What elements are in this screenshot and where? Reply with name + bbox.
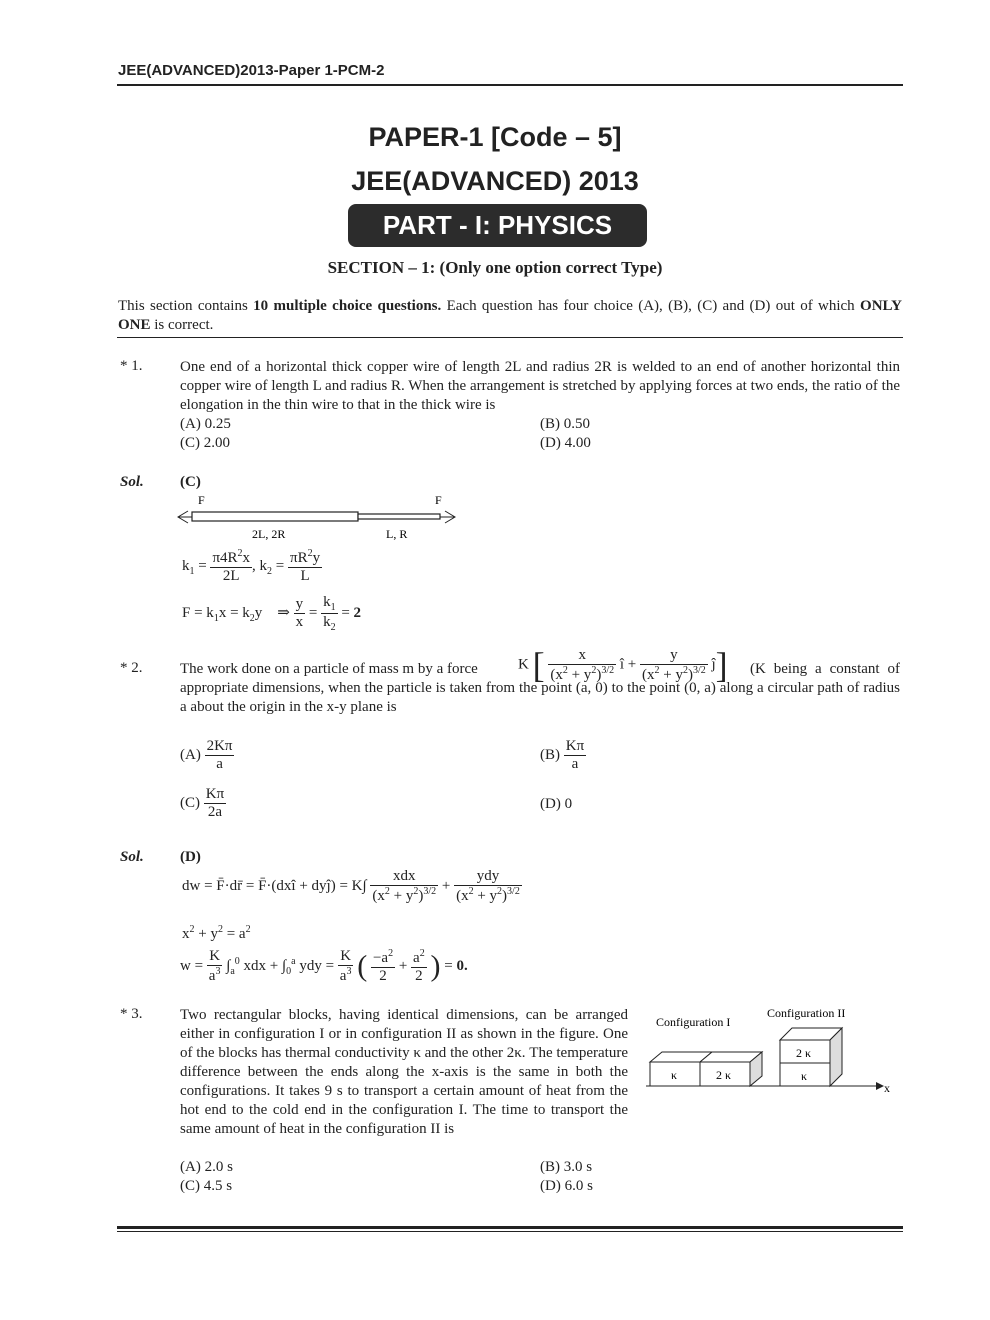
intro-text: This section contains (118, 298, 254, 314)
header-rule (117, 84, 903, 86)
option-c: (C) 4.5 s (180, 1178, 233, 1194)
block-k-label: κ (671, 1068, 678, 1082)
intro-bold: 10 multiple choice questions. (253, 298, 442, 314)
equation-circle: $x^2 + y^2 = a^2$ (182, 924, 251, 942)
question-text-post: (K being a constant of appropriate dimensions, when the particle is taken from the point (a, 0) to the point (0, a) along a circular path of radius a about the origin in the x-y plane is (180, 661, 900, 715)
equation-w: w = $\frac{K}{a^3}$ $\int_a^0$ xdx + $\int_0^a$ ydy = $\frac{K}{a^3}$ ( $\frac{-a^2}{2}$ + $\frac{a^2}{2}$ ) = 0. (180, 948, 468, 984)
equation-ratio: $F = k_1x = k_2y$ ⇒ $\frac{y}{x}$ = $\frac{k_1}{k_2}$ = 2 (182, 594, 362, 633)
question-number: * 1. (120, 358, 143, 374)
option-d: (D) 4.00 (540, 435, 591, 451)
section-intro (118, 297, 902, 335)
footer-rule (117, 1231, 903, 1232)
footer-rule (117, 1226, 903, 1229)
option-b: (B) $\frac{K\pi}{a}$ (540, 738, 585, 772)
config2-label: Configuration II (767, 1006, 846, 1020)
question-text: One end of a horizontal thick copper wire of length 2L and radius 2R is welded to an end of another horizontal thin copper wire of length L and radius R. When the arrangement is stretched by applying forces at two ends, the ratio of the elongation in the thin wire to that in the thick wire is (180, 359, 900, 413)
thick-wire-label: 2L, 2R (252, 527, 286, 541)
option-label: (D) (540, 796, 561, 812)
solution-label: Sol. (120, 474, 144, 490)
question-text: Two rectangular blocks, having identical dimensions, can be arranged either in configuration I or in configuration II as shown in the figure. One of the blocks has thermal conductivity κ and the other 2κ. The temperature difference between the ends along the x-axis is the same in both the configurations. It takes 9 s to transport a certain amount of heat from the hot end to the cold end in the configuration I. The time to transport the same amount of heat in the configuration II is (180, 1007, 628, 1137)
option-a: (A) 0.25 (180, 416, 231, 432)
running-title: JEE(ADVANCED)2013-Paper 1-PCM-2 (118, 62, 385, 79)
option-a: (A) $\frac{2K\pi}{a}$ (180, 738, 233, 772)
intro-rule (117, 337, 903, 338)
thick-wire (192, 512, 358, 521)
option-c: (C) 2.00 (180, 435, 230, 451)
force-label-left: F (198, 493, 205, 507)
intro-bold: ONLY ONE (118, 298, 902, 333)
option-label: (C) (180, 794, 200, 811)
wire-diagram (170, 490, 470, 546)
force-expression: K [ $\frac{x}{(x^2 + y^2)^{3/2}}$ î + $\frac{y}{(x^2 + y^2)^{3/2}}$ ĵ] (518, 645, 728, 685)
axis-arrow-icon (876, 1082, 884, 1090)
question-text-pre: The work done on a particle of mass m by a force (180, 661, 478, 677)
solution-label: Sol. (120, 849, 144, 865)
option-value: 0 (564, 796, 573, 812)
block-k-label: κ (801, 1069, 808, 1083)
option-d (540, 796, 572, 813)
equation-k: $k_1$ = $\frac{\pi 4R^2x}{2L}$ , $k_2$ = $\frac{\pi R^2y}{L}$ (182, 548, 321, 584)
option-c: (C) $\frac{K\pi}{2a}$ (180, 786, 225, 820)
config1-label: Configuration I (656, 1015, 731, 1029)
exam-title: JEE(ADVANCED) 2013 (351, 166, 639, 196)
intro-text: is correct. (150, 317, 214, 333)
solution-answer: (C) (180, 474, 201, 490)
force-label-right: F (435, 493, 442, 507)
option-b: (B) 3.0 s (540, 1159, 593, 1175)
intro-text: Each question has four choice (A), (B), (C) and (D) out of which (441, 298, 861, 314)
x-axis-label: x (884, 1081, 890, 1095)
section-title: SECTION – 1: (Only one option correct Type) (327, 258, 663, 277)
option-b: (B) 0.50 (540, 416, 590, 432)
thin-wire-label: L, R (386, 527, 408, 541)
option-a: (A) 2.0 s (180, 1159, 233, 1175)
option-d: (D) 6.0 s (540, 1178, 593, 1194)
paper-title: PAPER-1 [Code – 5] (368, 122, 622, 152)
option-label: (A) (180, 746, 201, 763)
part-badge: PART - I: PHYSICS (348, 204, 647, 247)
equation-dw: dw = F̄·dr̄ = F̄·(dxî + dyĵ) = K∫ $\frac{\text{xdx}}{(x^2 + y^2)^{3/2}}$ + $\frac{\text{ydy}}{(x^2 + y^2)^{3/2}}$ (182, 868, 520, 904)
block-2k-label: 2 κ (716, 1068, 732, 1082)
question-number: * 3. (120, 1006, 143, 1022)
option-label: (B) (540, 746, 560, 763)
solution-answer: (D) (180, 849, 201, 865)
thin-wire (358, 514, 440, 519)
block-2k-label: 2 κ (796, 1046, 812, 1060)
blocks-diagram (640, 1000, 900, 1100)
question-number: * 2. (120, 660, 143, 676)
